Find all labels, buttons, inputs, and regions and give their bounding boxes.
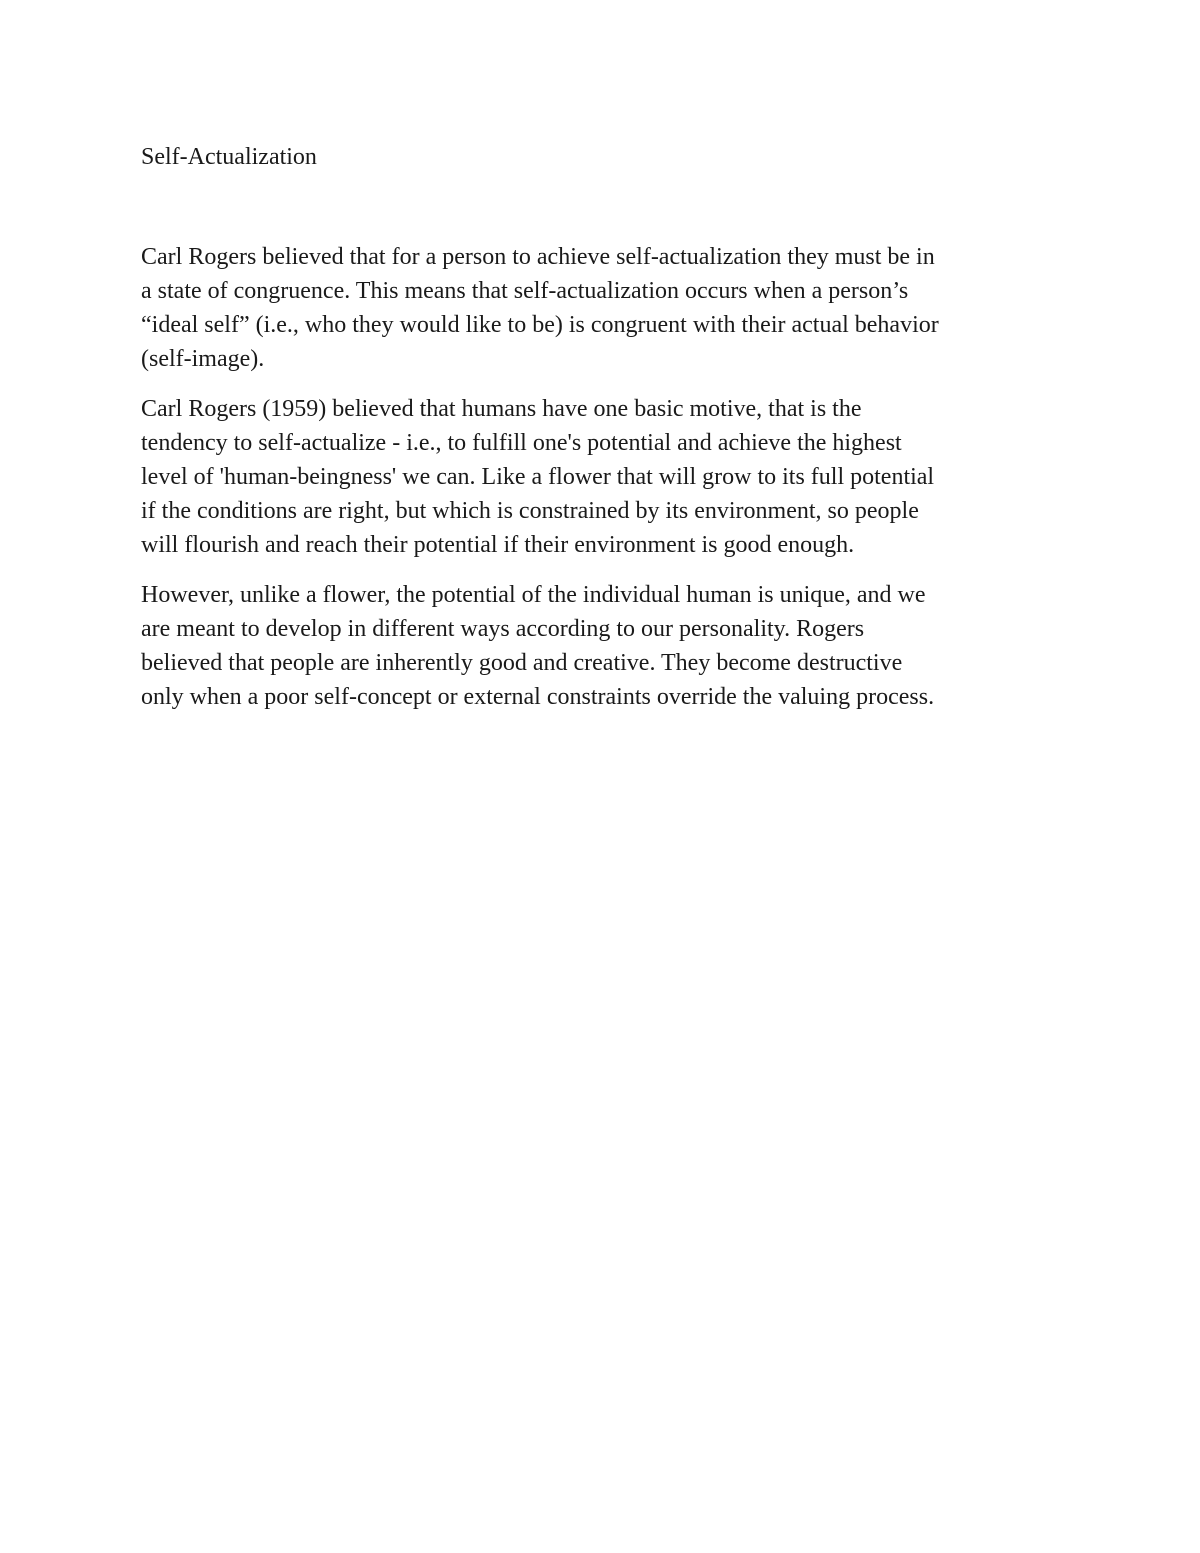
text-line: Carl Rogers believed that for a person to achieve self-actualization they must be in [141,244,935,270]
text-line: level of 'human-beingness' we can. Like a flower that will grow to its full potential [141,464,935,490]
text-line: “ideal self” (i.e., who they would like to be) is congruent with their actual behavior [141,312,939,338]
text-line: a state of congruence. This means that self-actualization occurs when a person’s [141,278,909,304]
paragraph-unique-potential [141,578,1071,714]
text-line: believed that people are inherently good and creative. They become destructive [141,650,903,676]
text-line: are meant to develop in different ways according to our personality. Rogers [141,616,865,642]
paragraph-congruence [141,240,1071,376]
text-line: (self-image). [141,346,265,372]
text-line: if the conditions are right, but which is constrained by its environment, so people [141,498,919,524]
text-line: tendency to self-actualize - i.e., to fulfill one's potential and achieve the highest [141,430,902,456]
text-line: Carl Rogers (1959) believed that humans have one basic motive, that is the [141,396,862,422]
document-title: Self-Actualization [141,144,317,170]
paragraph-basic-motive [141,392,1071,562]
text-line: However, unlike a flower, the potential of the individual human is unique, and we [141,582,926,608]
document-body [141,140,1071,730]
text-line: will flourish and reach their potential if their environment is good enough. [141,532,855,558]
text-line: only when a poor self-concept or external constraints override the valuing process. [141,684,935,710]
